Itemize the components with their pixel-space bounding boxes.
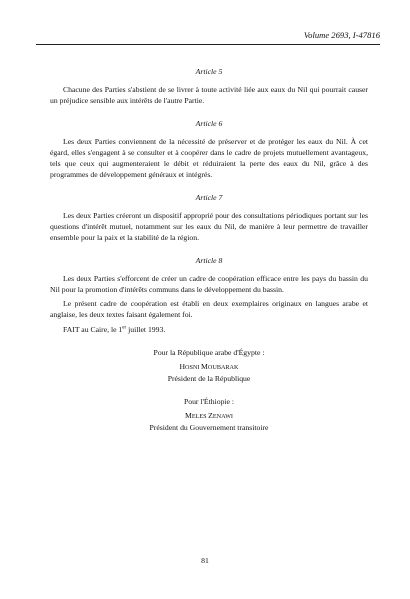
article-heading: Article 7 (195, 193, 223, 202)
article-heading: Article 5 (195, 67, 223, 76)
done-text: FAIT au Caire, le 1 (63, 325, 123, 334)
signatory-for-label: Pour la République arabe d'Égypte : (153, 348, 265, 357)
signatory-title: Président du Gouvernement transitoire (149, 423, 269, 432)
signatory-ethiopia (50, 396, 368, 433)
article-heading: Article 6 (195, 119, 223, 128)
article-paragraph: Le présent cadre de coopération est établi en deux exemplaires originaux en langues arabe et anglaise, les deux textes faisant également foi. (50, 299, 368, 319)
signatory-name: HOSNI MOUBARAK (179, 362, 239, 371)
signatory-egypt (50, 347, 368, 384)
volume-reference: Volume 2693, I-47816 (303, 30, 380, 40)
article-paragraph: Les deux Parties créeront un dispositif approprié pour des consultations périodiques portant sur les questions d'intérêt mutuel, notamment sur les eaux du Nil, de manière à leur permettre de travailler ensemble pour la paix et la stabilité de la région. (50, 211, 368, 242)
done-at-line (50, 324, 368, 335)
article-7 (50, 192, 368, 243)
page-number: 81 (201, 556, 209, 565)
signatory-name: MELES ZENAWI (185, 411, 233, 420)
document-body (50, 66, 368, 433)
article-paragraph: Les deux Parties s'efforcent de créer un cadre de coopération efficace entre les pays du bassin du Nil pour la promotion d'intérêts communs dans le développement du bassin. (50, 274, 368, 294)
article-8 (50, 255, 368, 320)
article-6 (50, 118, 368, 180)
header-rule (36, 44, 380, 45)
article-paragraph: Chacune des Parties s'abstient de se livrer à toute activité liée aux eaux du Nil qui pourrait causer un préjudice sensible aux intérêts de l'autre Partie. (50, 85, 368, 105)
page-header (0, 0, 410, 48)
article-heading: Article 8 (195, 256, 223, 265)
article-5 (50, 66, 368, 106)
signatory-for-label: Pour l'Éthiopie : (183, 397, 235, 406)
done-superscript: er (122, 325, 127, 331)
done-suffix: juillet 1993. (126, 325, 166, 334)
article-paragraph: Les deux Parties conviennent de la nécessité de préserver et de protéger les eaux du Nil. À cet égard, elles s'engagent à se consulter et à coopérer dans le cadre de projets mutuellement avantageux, tels que ceux qui augmenteraient le débit et réduiraient la perte des eaux du Nil, grâce à des programmes de développement généraux et intégrés. (50, 137, 368, 179)
signatory-title: Président de la République (167, 374, 251, 383)
